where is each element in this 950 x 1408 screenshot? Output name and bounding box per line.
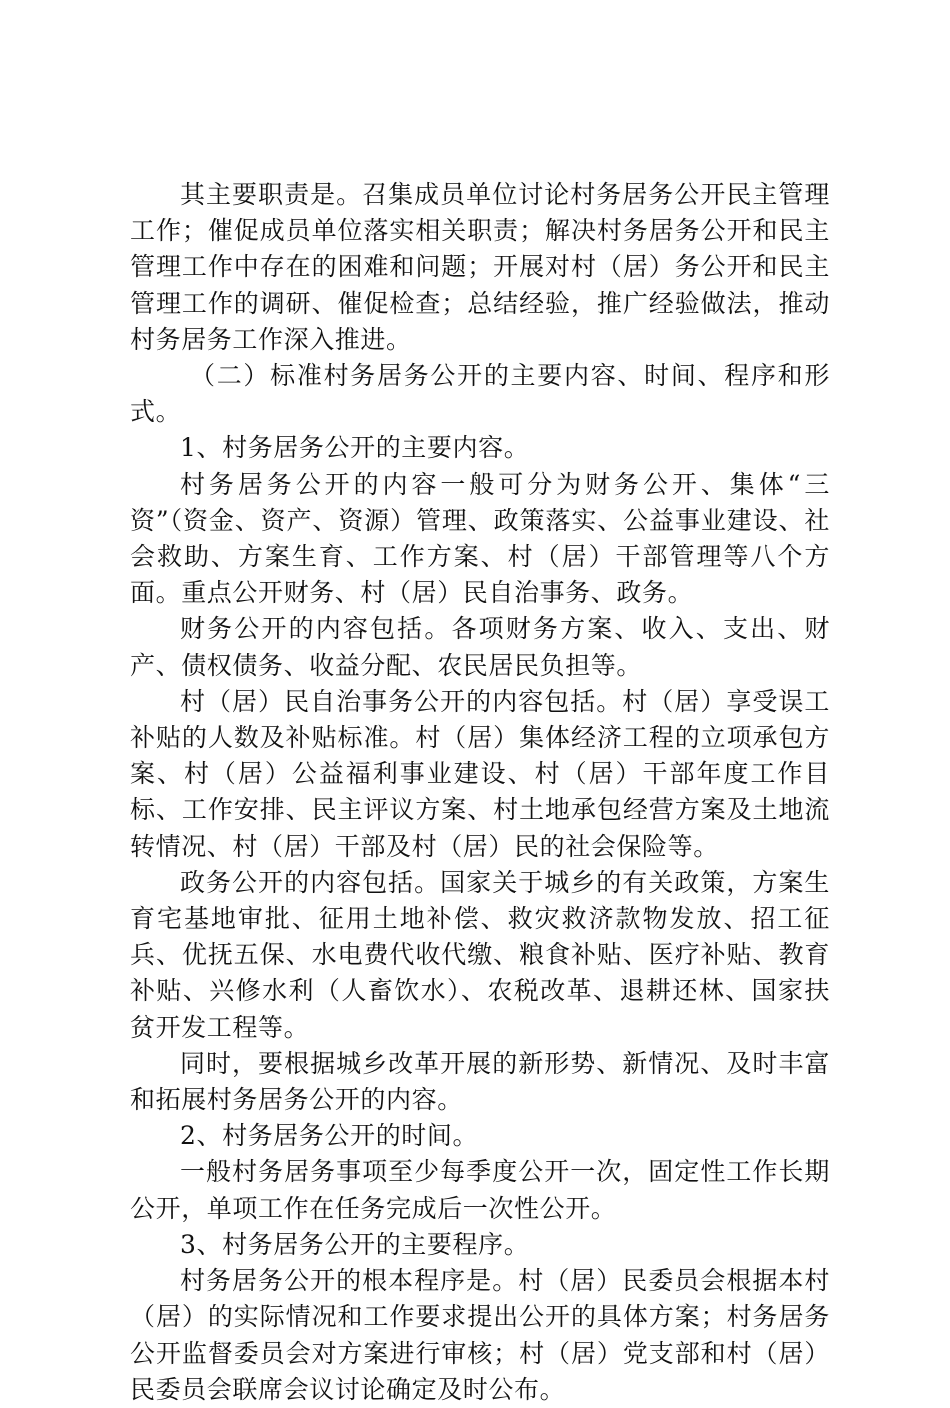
paragraph-expand: 同时，要根据城乡改革开展的新形势、新情况、及时丰富和拓展村务居务公开的内容。 [130, 1048, 830, 1115]
paragraph-autonomy: 村（居）民自治事务公开的内容包括。村（居）享受误工补贴的人数及补贴标准。村（居）集体经济工程的立项承包方案、村（居）公益福利事业建设、村（居）干部年度工作目标、工作安排、民主评议方案、村土地承包经营方案及土地流转情况、村（居）干部及村（居）民的社会保险等。 [130, 686, 830, 861]
paragraph-government: 政务公开的内容包括。国家关于城乡的有关政策，方案生育宅基地审批、征用土地补偿、救灾救济款物发放、招工征兵、优抚五保、水电费代收代缴、粮食补贴、医疗补贴、教育补贴、兴修水利（人畜饮水）、农税改革、退耕还林、国家扶贫开发工程等。 [130, 867, 830, 1042]
paragraph-finance: 财务公开的内容包括。各项财务方案、收入、支出、财产、债权债务、收益分配、农民居民负担等。 [130, 614, 830, 680]
document-body [130, 177, 830, 1408]
subheading-time: 2、村务居务公开的时间。 [180, 1121, 479, 1151]
subheading-content: 1、村务居务公开的主要内容。 [180, 433, 530, 463]
subheading-procedure: 3、村务居务公开的主要程序。 [180, 1229, 530, 1259]
paragraph-duties: 其主要职责是。召集成员单位讨论村务居务公开民主管理工作；催促成员单位落实相关职责；解决村务居务公开和民主管理工作中存在的困难和问题；开展对村（居）务公开和民主管理工作的调研、催促检查；总结经验，推广经验做法，推动村务居务工作深入推进。 [130, 180, 830, 354]
section-heading-2: （二）标准村务居务公开的主要内容、时间、程序和形式。 [130, 361, 830, 427]
paragraph-time: 一般村务居务事项至少每季度公开一次，固定性工作长期公开，单项工作在任务完成后一次性公开。 [130, 1157, 830, 1223]
paragraph-content-overview: 村务居务公开的内容一般可分为财务公开、集体“三资”（资金、资产、资源）管理、政策落实、公益事业建设、社会救助、方案生育、工作方案、村（居）干部管理等八个方面。重点公开财务、村（居）民自治事务、政务。 [130, 469, 830, 608]
paragraph-procedure: 村务居务公开的根本程序是。村（居）民委员会根据本村（居）的实际情况和工作要求提出公开的具体方案；村务居务公开监督委员会对方案进行审核；村（居）党支部和村（居）民委员会联席会议讨论确定及时公布。 [130, 1266, 830, 1404]
